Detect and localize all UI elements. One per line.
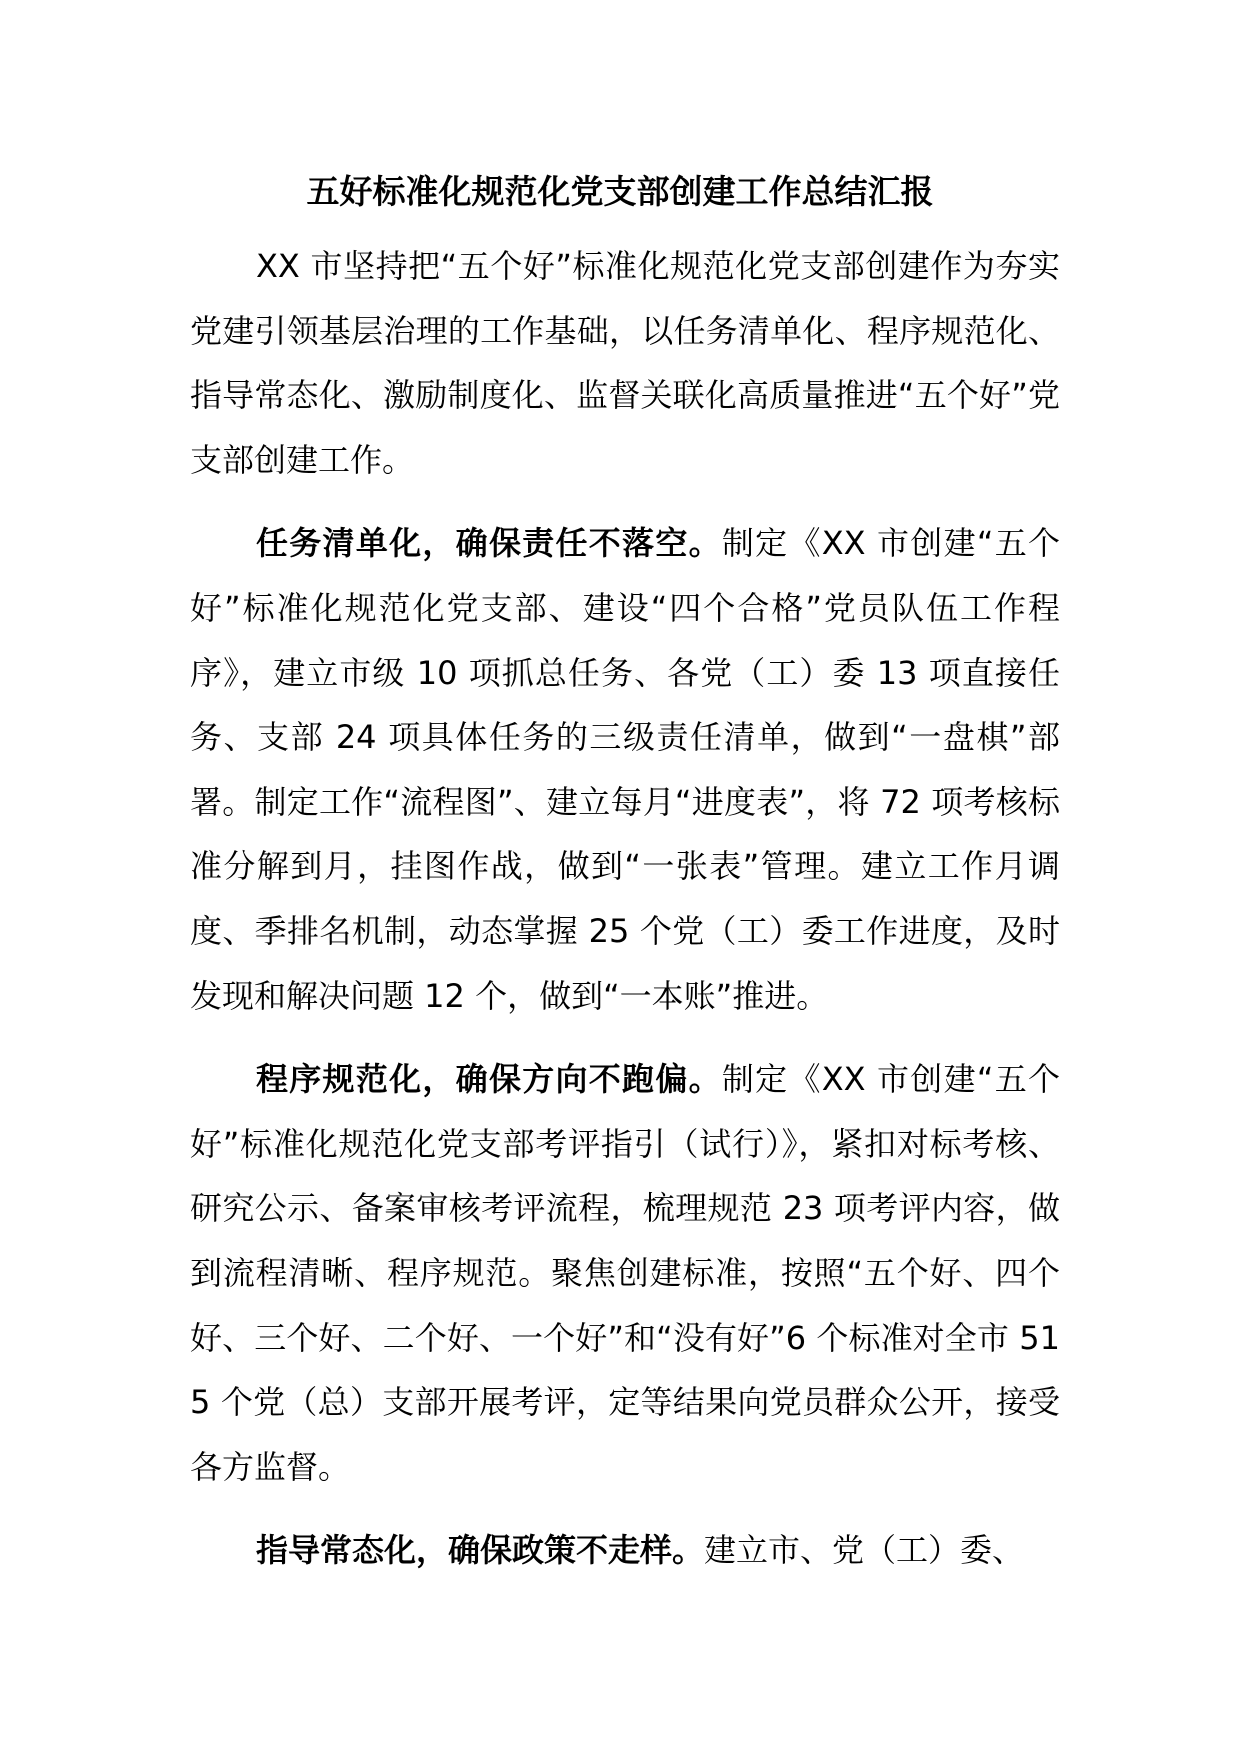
paragraph-lead: 指导常态化，确保政策不走样。 (256, 1531, 705, 1570)
paragraph-text: 制定《XX 市创建“五个好”标准化规范化党支部考评指引（试行）》，紧扣对标考核、研究公示、备案审核考评流程，梳理规范 23 项考评内容，做到流程清晰、程序规范。聚焦创建标准，按照“五个好、四个好、三个好、二个好、一个好”和“没有好”6 个标准对全市 515 个党（总）支部开展考评，定等结果向党员群众公开，接受各方监督。 (190, 1060, 1060, 1486)
paragraph-lead: 任务清单化，确保责任不落空。 (256, 524, 722, 563)
paragraph-text: 建立市、党（工）委、 (704, 1531, 1025, 1570)
paragraph-guidance (190, 1518, 1060, 1583)
paragraph-lead: 程序规范化，确保方向不跑偏。 (256, 1060, 722, 1099)
document-body (190, 234, 1060, 1602)
document-title: 五好标准化规范化党支部创建工作总结汇报 (306, 172, 934, 211)
paragraph-intro (190, 234, 1060, 492)
paragraph-text: XX 市坚持把“五个好”标准化规范化党支部创建作为夯实党建引领基层治理的工作基础，以任务清单化、程序规范化、指导常态化、激励制度化、监督关联化高质量推进“五个好”党支部创建工作。 (190, 247, 1060, 479)
paragraph-text: 制定《XX 市创建“五个好”标准化规范化党支部、建设“四个合格”党员队伍工作程序》，建立市级 10 项抓总任务、各党（工）委 13 项直接任务、支部 24 项具体任务的三级责任清单，做到“一盘棋”部署。制定工作“流程图”、建立每月“进度表”，将 72 项考核标准分解到月，挂图作战，做到“一张表”管理。建立工作月调度、季排名机制，动态掌握 25 个党（工）委工作进度，及时发现和解决问题 12 个，做到“一本账”推进。 (190, 524, 1060, 1015)
paragraph-task-list (190, 511, 1060, 1028)
paragraph-procedure (190, 1047, 1060, 1499)
